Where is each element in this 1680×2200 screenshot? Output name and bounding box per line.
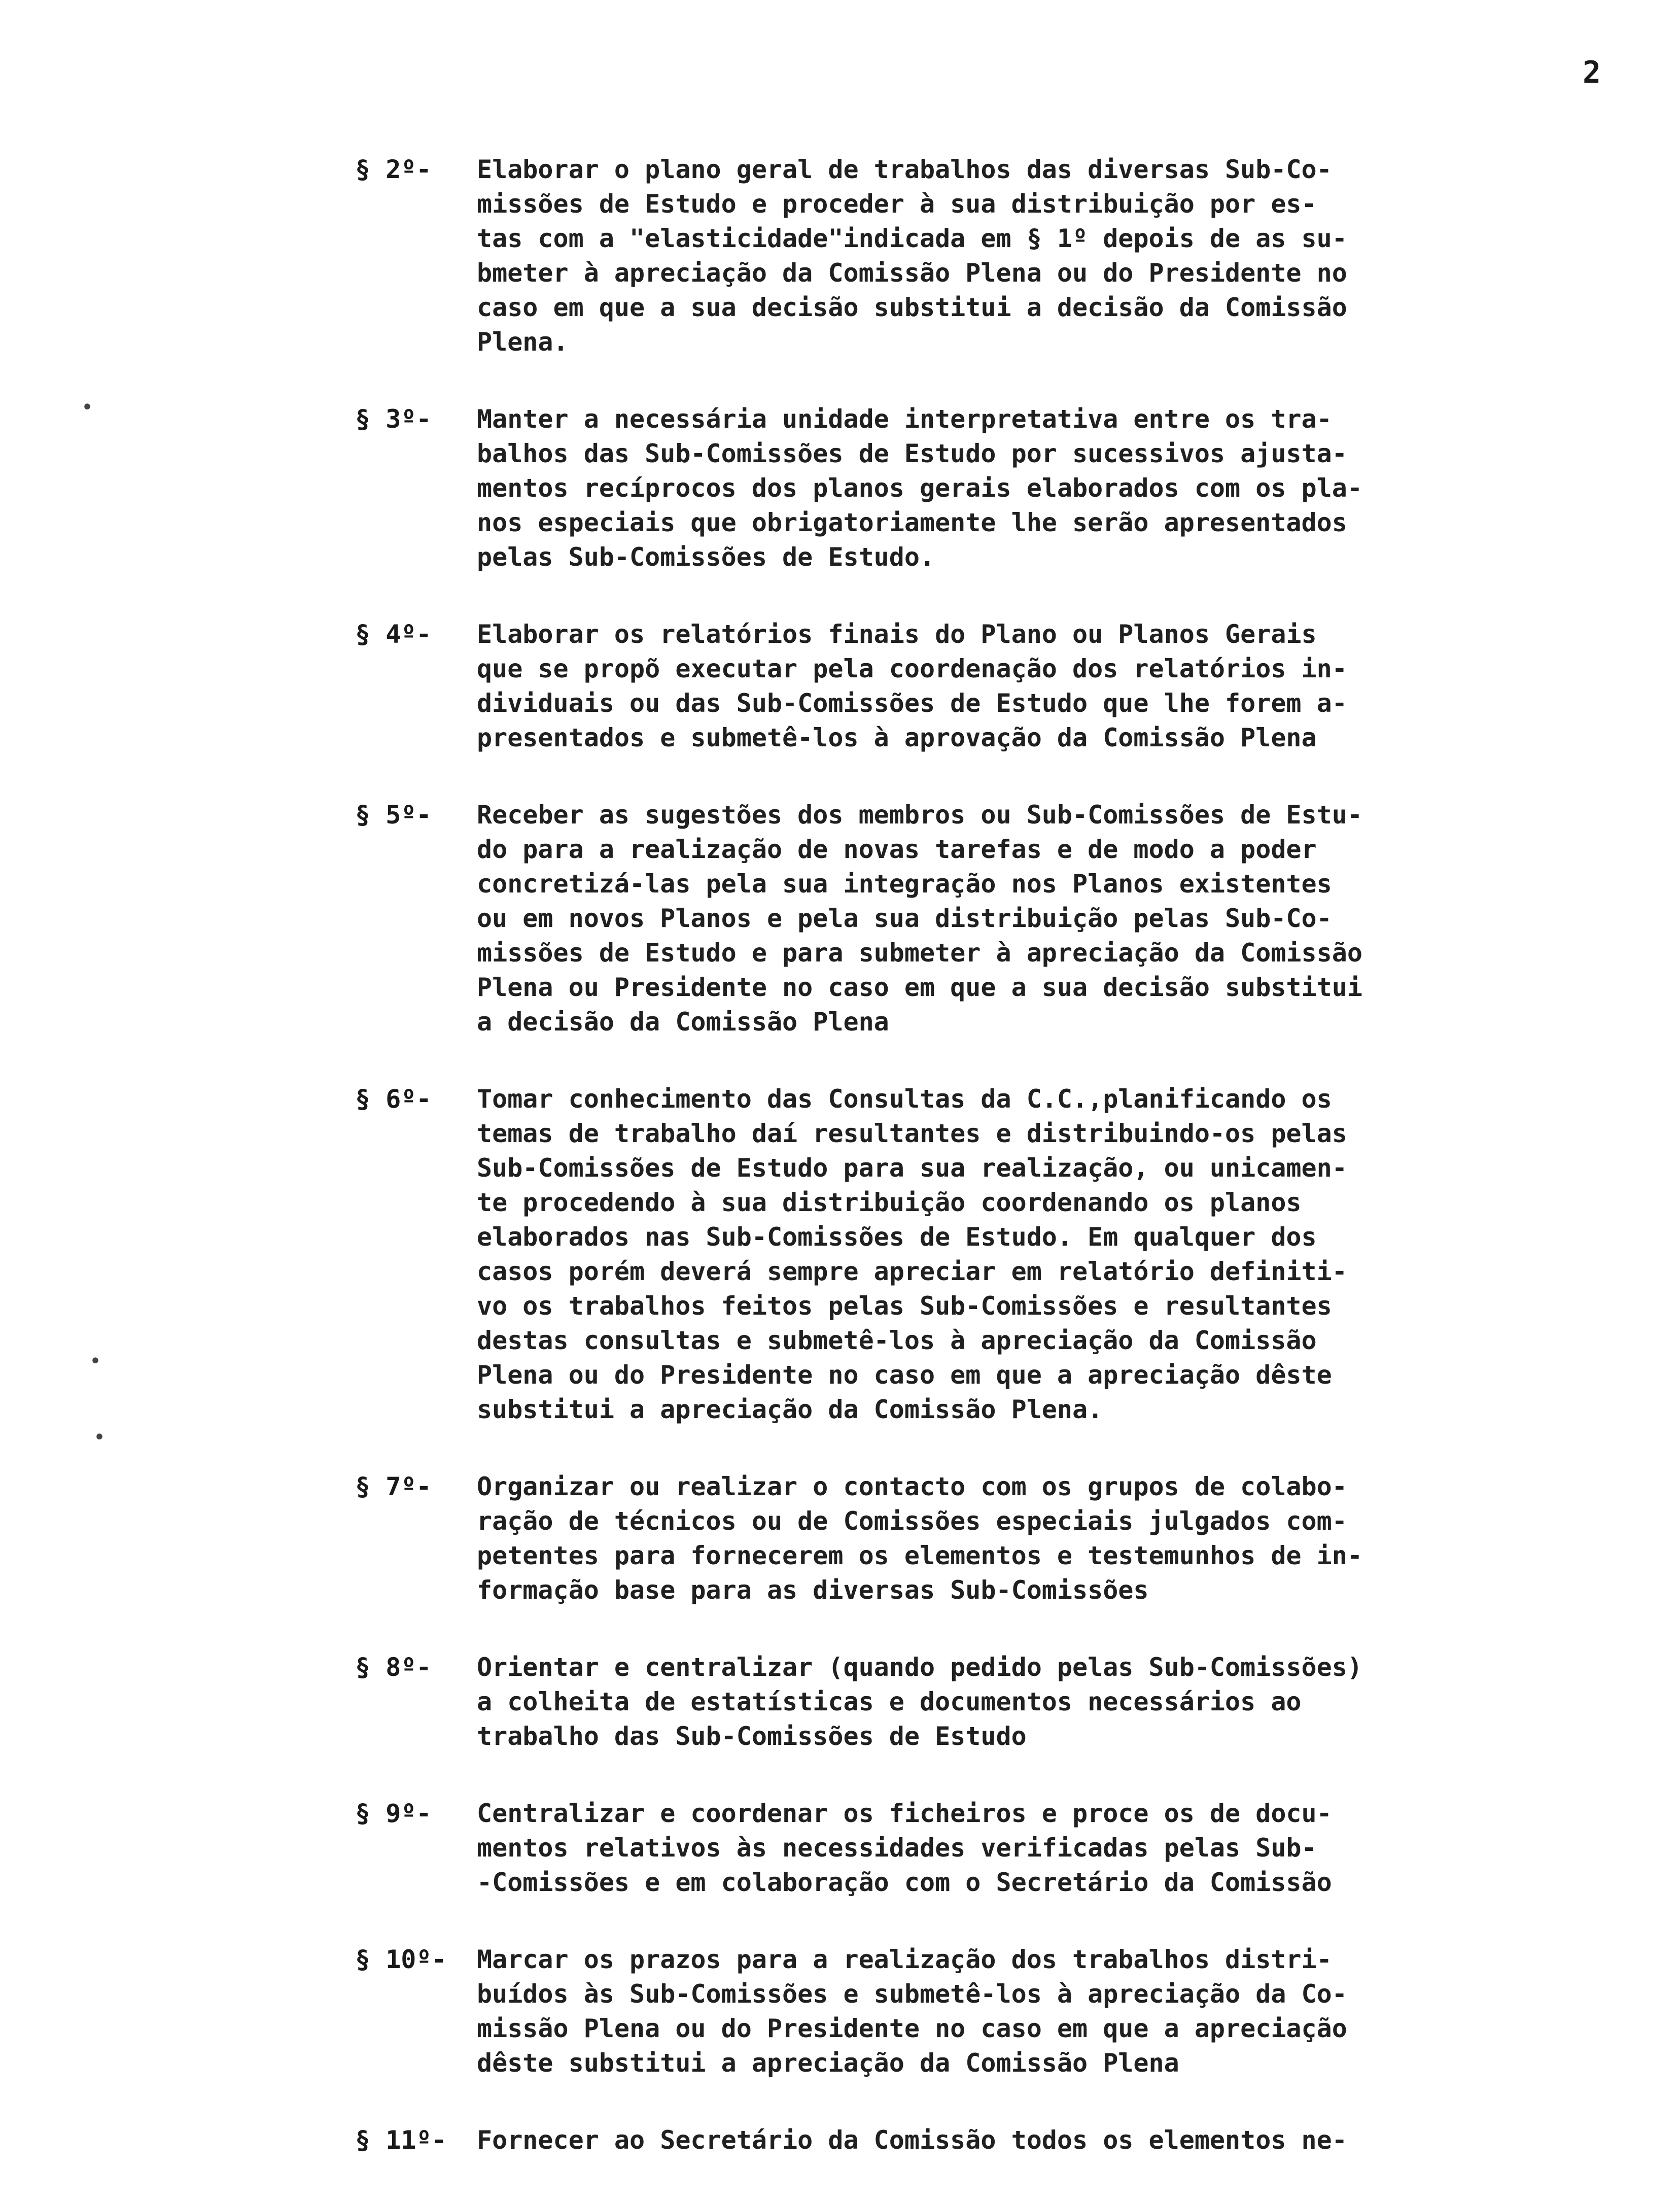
clause-text: Orientar e centralizar (quando pedido pelas Sub-Comissões) a colheita de estatísticas e documentos necessários ao trabalho das Sub-Comissões de Estudo bbox=[477, 1653, 1362, 1751]
clause-text: Fornecer ao Secretário da Comissão todos os elementos ne- bbox=[477, 2125, 1347, 2155]
clause-marker: § 4º- bbox=[355, 620, 432, 649]
clause-marker: § 11º- bbox=[355, 2125, 447, 2155]
clause-text: Elaborar os relatórios finais do Plano ou Planos Gerais que se propõ executar pela coordenação dos relatórios in- dividuais ou das Sub-Comissões de Estudo que lhe forem a- presentados e submetê-los à aprovação da Comissão Plena bbox=[477, 620, 1347, 752]
clause-marker: § 5º- bbox=[355, 800, 432, 830]
clause-marker: § 7º- bbox=[355, 1472, 432, 1501]
clause-marker: § 2º- bbox=[355, 155, 432, 184]
clause-text: Elaborar o plano geral de trabalhos das diversas Sub-Co- missões de Estudo e proceder à sua distribuição por es- tas com a "elasticidade"indicada em § 1º depois de as su- bmeter à apreciação da Comissão Plena ou do Presidente no caso em que a sua decisão substitui a decisão da Comissão Plena. bbox=[477, 155, 1347, 357]
clause-text: Manter a necessária unidade interpretativa entre os tra- balhos das Sub-Comissões de Estudo por sucessivos ajusta- mentos recíprocos dos planos gerais elaborados com os pla- nos especiais que obrigatoriamente lhe serão apresentados pelas Sub-Comissões de Estudo. bbox=[477, 404, 1362, 572]
clause-4 bbox=[355, 617, 1654, 755]
clause-marker: § 6º- bbox=[355, 1084, 432, 1114]
clause-10 bbox=[355, 1942, 1654, 2080]
clause-5 bbox=[355, 798, 1654, 1039]
clause-text: Tomar conhecimento das Consultas da C.C.,planificando os temas de trabalho daí resultantes e distribuindo-os pelas Sub-Comissões de Estudo para sua realização, ou unicamen- te procedendo à sua distribuição coordenando os planos elaborados nas Sub-Comissões de Estudo. Em qualquer dos casos porém deverá sempre apreciar em relatório definiti- vo os trabalhos feitos pelas Sub-Comissões e resultantes destas consultas e submetê-los à apreciação da Comissão Plena ou do Presidente no caso em que a apreciação dêste substitui a apreciação da Comissão Plena. bbox=[477, 1084, 1347, 1424]
clause-marker: § 9º- bbox=[355, 1799, 432, 1828]
clause-6 bbox=[355, 1082, 1654, 1427]
clause-3 bbox=[355, 402, 1654, 574]
clause-8 bbox=[355, 1650, 1654, 1754]
clause-marker: § 3º- bbox=[355, 404, 432, 434]
margin-mark: • bbox=[81, 396, 94, 419]
clause-2 bbox=[355, 152, 1654, 359]
clause-7 bbox=[355, 1469, 1654, 1607]
clause-text: Marcar os prazos para a realização dos trabalhos distri- buídos às Sub-Comissões e submetê-los à apreciação da Co- missão Plena ou do Presidente no caso em que a apreciação dêste substitui a apreciação da Comissão Plena bbox=[477, 1945, 1347, 2078]
margin-mark: • bbox=[93, 1426, 106, 1449]
clause-text: Organizar ou realizar o contacto com os grupos de colabo- ração de técnicos ou de Comissões especiais julgados com- petentes para fornecerem os elementos e testemunhos de in- formação base para as diversas Sub-Comissões bbox=[477, 1472, 1362, 1605]
clause-list bbox=[355, 152, 1654, 2200]
clause-marker: § 8º- bbox=[355, 1653, 432, 1682]
clause-9 bbox=[355, 1796, 1654, 1900]
clause-text: Centralizar e coordenar os ficheiros e proce os de docu- mentos relativos às necessidades verificadas pelas Sub- -Comissões e em colaboração com o Secretário da Comissão bbox=[477, 1799, 1332, 1897]
margin-mark: • bbox=[89, 1350, 102, 1373]
clause-marker: § 10º- bbox=[355, 1945, 447, 1974]
page-number: 2 bbox=[1583, 55, 1601, 90]
clause-11 bbox=[355, 2123, 1654, 2157]
clause-text: Receber as sugestões dos membros ou Sub-Comissões de Estu- do para a realização de novas tarefas e de modo a poder concretizá-las pela sua integração nos Planos existentes ou em novos Planos e pela sua distribuição pelas Sub-Co- missões de Estudo e para submeter à apreciação da Comissão Plena ou Presidente no caso em que a sua decisão substitui a decisão da Comissão Plena bbox=[477, 800, 1362, 1037]
